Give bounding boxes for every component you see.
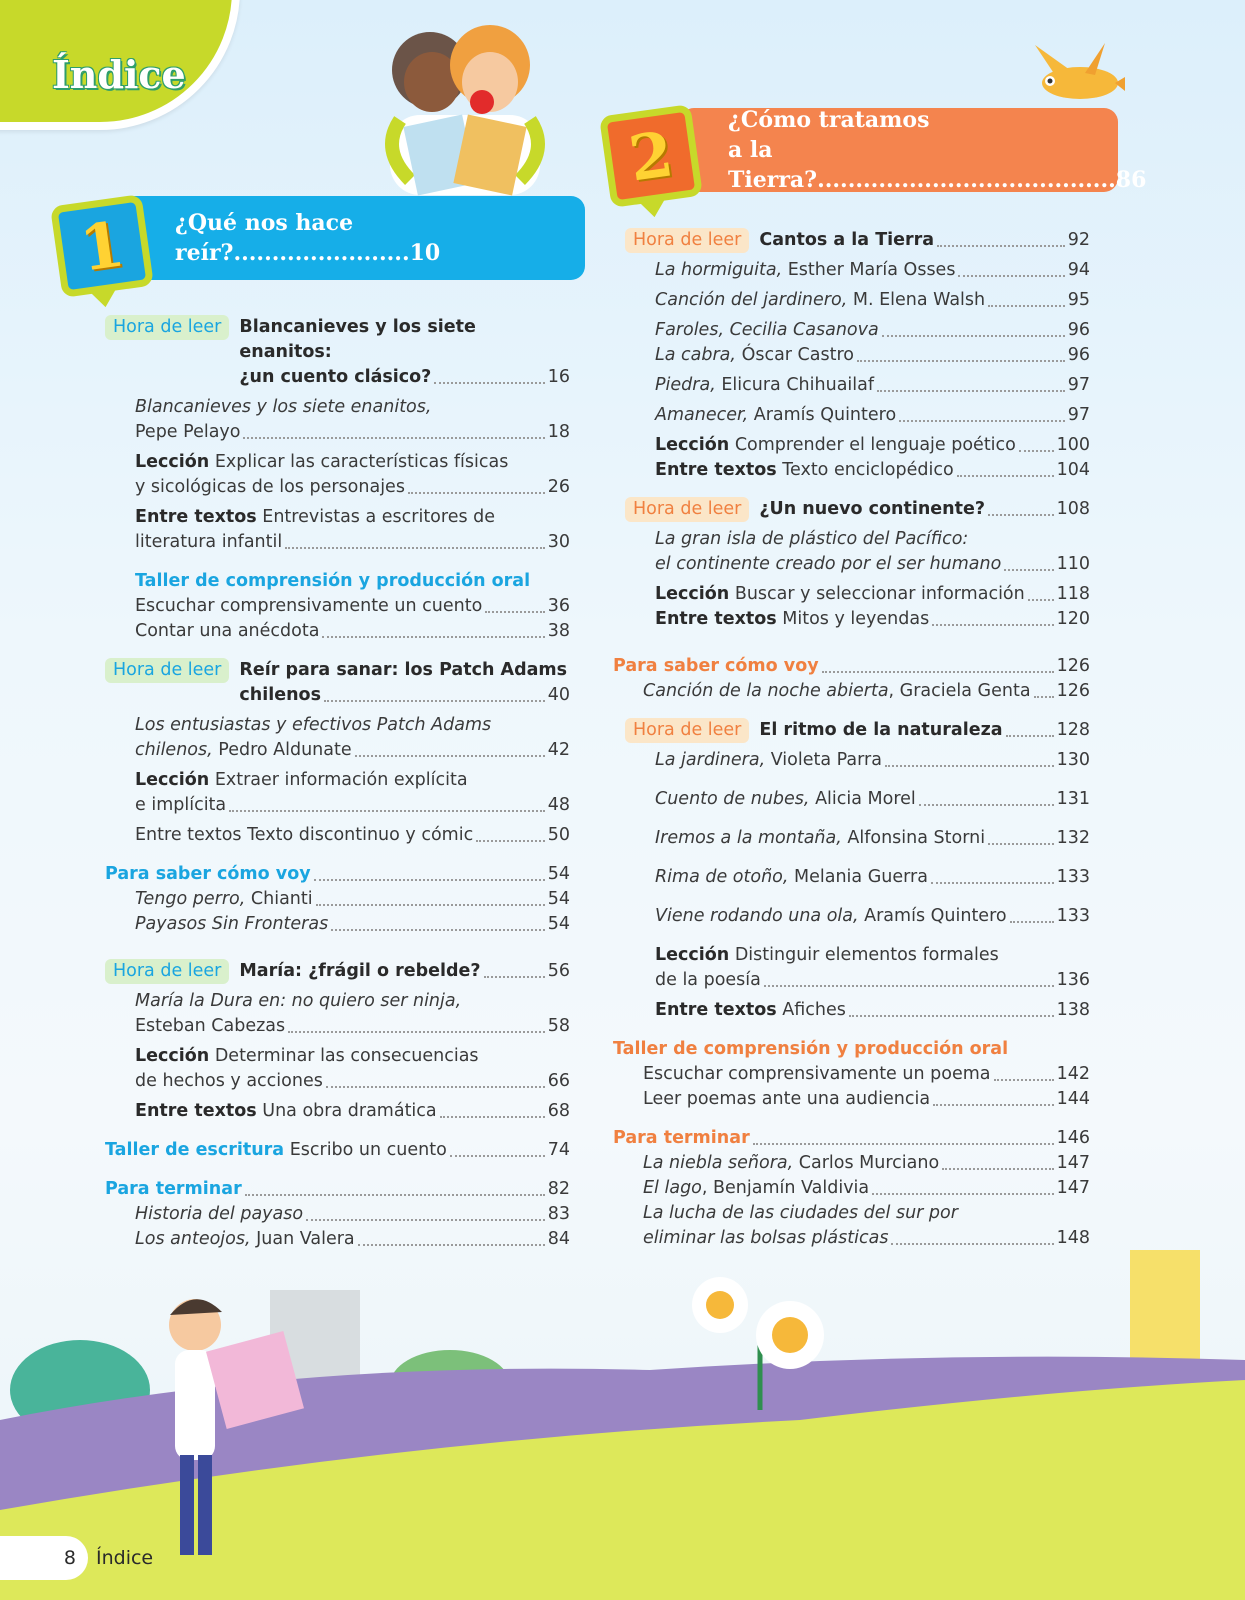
page-footer [0,1536,210,1580]
toc-entry[interactable]: La hormiguita, Esther María Osses 94 [655,260,1090,280]
toc-lesson-entry[interactable]: Lección Distinguir elementos formales de la poesía 136 [655,945,1090,990]
hora-de-leer-tag: Hora de leer [105,658,229,683]
toc-entry[interactable]: Viene rodando una ola, Aramís Quintero 133 [655,906,1090,926]
toc-reading-entry[interactable]: Hora de leer Cantos a la Tierra 92 [625,228,1090,253]
bird-illustration [1025,35,1125,115]
toc-lesson-entry[interactable]: Lección Extraer información explícita e implícita 48 [135,770,570,815]
hora-de-leer-tag: Hora de leer [105,959,229,984]
toc-taller-escritura[interactable]: Taller de escritura Escribo un cuento 74 [105,1140,570,1160]
toc-entry[interactable]: La jardinera, Violeta Parra 130 [655,750,1090,770]
toc-entre-textos-entry[interactable]: Entre textos Una obra dramática 68 [135,1101,570,1121]
toc-entre-textos-entry[interactable]: Entre textos Texto enciclopédico 104 [655,460,1090,480]
unit-1-title: ¿Qué nos hace reír?.......................10 [175,210,441,266]
hora-de-leer-tag: Hora de leer [625,718,749,743]
toc-poem-list [625,748,1090,1023]
hora-de-leer-tag: Hora de leer [625,497,749,522]
toc-taller-section[interactable]: Taller de comprensión y producción oral Escuchar comprensivamente un cuento 36 Contar una anécdota 38 [135,571,570,641]
toc-entry[interactable]: María la Dura en: no quiero ser ninja, Esteban Cabezas 58 [135,991,570,1036]
toc-unit-2 [613,228,1090,1251]
toc-entre-textos-entry[interactable]: Entre textos Mitos y leyendas 120 [655,609,1090,629]
toc-unit-1 [105,315,570,1252]
toc-entry[interactable]: Los entusiastas y efectivos Patch Adams chilenos, Pedro Aldunate 42 [135,715,570,760]
toc-entry[interactable]: Amanecer, Aramís Quintero 97 [655,405,1090,425]
toc-entry[interactable]: Rima de otoño, Melania Guerra 133 [655,867,1090,887]
toc-entry[interactable]: Iremos a la montaña, Alfonsina Storni 132 [655,828,1090,848]
toc-taller-section[interactable]: Taller de comprensión y producción oral Escuchar comprensivamente un poema 142 Leer poemas ante una audiencia 144 [613,1039,1090,1109]
page-title: Índice [52,52,186,97]
toc-poem-list [625,258,1090,483]
unit-2-title: ¿Cómo tratamos a la Tierra?.......................................86 [728,107,1147,193]
hora-de-leer-tag: Hora de leer [625,228,749,253]
toc-reading-entry[interactable]: Hora de leer El ritmo de la naturaleza 128 [625,718,1090,743]
kids-reading-illustration [350,10,560,200]
toc-reading-entry[interactable]: Hora de leer Reír para sanar: los Patch Adams chilenos 40 [105,658,570,708]
hora-de-leer-tag: Hora de leer [105,315,229,340]
toc-para-terminar-section[interactable]: Para terminar 82 Historia del payaso 83 Los anteojos, Juan Valera 84 [105,1179,570,1249]
toc-lesson-entry[interactable]: Lección Buscar y seleccionar información 118 [655,584,1090,604]
toc-reading-entry[interactable]: Hora de leer Blancanieves y los siete enanitos: ¿un cuento clásico? 16 [105,315,570,390]
toc-entre-textos-entry[interactable]: Entre textos Afiches 138 [655,1000,1090,1020]
toc-reading-entry[interactable]: Hora de leer ¿Un nuevo continente? 108 [625,497,1090,522]
toc-para-saber-section[interactable]: Para saber cómo voy 126 Canción de la noche abierta, Graciela Genta 126 [613,656,1090,701]
toc-entre-textos-entry[interactable]: Entre textos Entrevistas a escritores de literatura infantil 30 [135,507,570,552]
toc-entry[interactable]: Piedra, Elicura Chihuailaf 97 [655,375,1090,395]
toc-lesson-entry[interactable]: Lección Determinar las consecuencias de hechos y acciones 66 [135,1046,570,1091]
toc-entry[interactable]: Canción del jardinero, M. Elena Walsh 95 [655,290,1090,310]
toc-entry[interactable]: Faroles, Cecilia Casanova 96 [655,320,1090,340]
page-number: 8 [0,1536,88,1580]
toc-lesson-entry[interactable]: Lección Comprender el lenguaje poético 100 [655,435,1090,455]
toc-entry[interactable]: Blancanieves y los siete enanitos, Pepe Pelayo 18 [135,397,570,442]
toc-entry[interactable]: La cabra, Óscar Castro 96 [655,345,1090,365]
toc-para-terminar-section[interactable]: Para terminar 146 La niebla señora, Carlos Murciano 147 El lago, Benjamín Valdivia 147 La lucha de las ciudades del sur por eliminar las bolsas plásticas 148 [613,1128,1090,1248]
toc-entry[interactable]: La gran isla de plástico del Pacífico: el continente creado por el ser humano 110 [655,529,1090,574]
toc-para-saber-section[interactable]: Para saber cómo voy 54 Tengo perro, Chianti 54 Payasos Sin Fronteras 54 [105,864,570,934]
unit-2-banner [680,107,1147,193]
toc-entre-textos-entry[interactable]: Entre textos Texto discontinuo y cómic 50 [135,825,570,845]
footer-label: Índice [96,1547,154,1569]
unit-1-number: 1 [50,194,154,298]
toc-entry[interactable]: Cuento de nubes, Alicia Morel 131 [655,789,1090,809]
toc-lesson-entry[interactable]: Lección Explicar las características físicas y sicológicas de los personajes 26 [135,452,570,497]
unit-2-number: 2 [599,104,703,208]
toc-reading-entry[interactable]: Hora de leer María: ¿frágil o rebelde? 56 [105,959,570,984]
unit-1-banner [120,196,585,280]
